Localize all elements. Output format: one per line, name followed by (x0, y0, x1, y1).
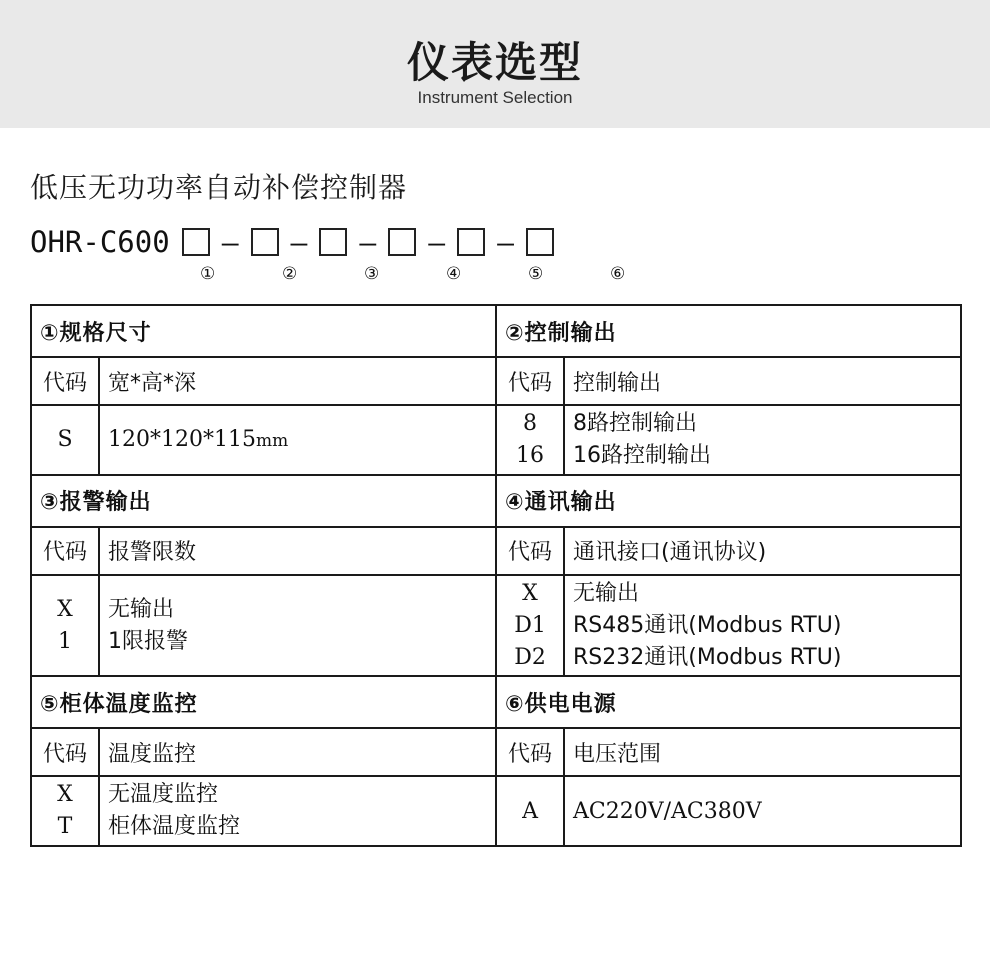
model-slot-6 (526, 228, 554, 256)
value-5-group (99, 776, 496, 846)
code-4-1: X (522, 580, 538, 606)
value-6-1: AC220V/AC380V (564, 776, 961, 846)
model-dash-5: – (497, 225, 514, 259)
table-row (31, 357, 961, 405)
model-marker-4: ④ (446, 264, 462, 284)
model-slot-2 (251, 228, 279, 256)
col-header-value-4: 通讯接口(通讯协议) (564, 527, 961, 575)
code-5-1: X (57, 782, 73, 808)
section-title-4: ④通讯输出 (496, 475, 961, 527)
model-marker-2: ② (282, 264, 298, 284)
code-2-group (496, 405, 564, 475)
code-6-1: A (496, 776, 564, 846)
col-header-code-4: 代码 (496, 527, 564, 575)
col-header-value-6: 电压范围 (564, 728, 961, 776)
model-marker-3: ③ (364, 264, 380, 284)
model-slot-5 (457, 228, 485, 256)
model-dash-1: – (221, 225, 239, 259)
model-marker-1: ① (200, 264, 216, 284)
code-2-2: 16 (516, 442, 545, 468)
code-3-2: 1 (58, 628, 72, 654)
table-row (31, 676, 961, 728)
code-3-group (31, 575, 99, 677)
code-5-group (31, 776, 99, 846)
section-title-6: ⑥供电电源 (496, 676, 961, 728)
table-row (31, 776, 961, 846)
col-header-code-1: 代码 (31, 357, 99, 405)
specification-table (30, 304, 962, 847)
model-prefix: OHR-C600 (30, 225, 170, 259)
model-code-row (30, 222, 960, 262)
table-row (31, 575, 961, 677)
model-dash-2: – (290, 225, 308, 259)
code-5-2: T (57, 814, 73, 840)
value-5-2: 柜体温度监控 (108, 814, 241, 840)
table-row (31, 405, 961, 475)
value-2-1: 8路控制输出 (573, 411, 698, 436)
code-4-3: D2 (514, 644, 546, 670)
code-1-1: S (31, 405, 99, 475)
table-row (31, 728, 961, 776)
page-subtitle: Instrument Selection (417, 88, 573, 107)
section-title-1: ①规格尺寸 (31, 305, 496, 357)
table-row (31, 305, 961, 357)
product-name: 低压无功功率自动补偿控制器 (30, 171, 408, 204)
value-5-1: 无温度监控 (108, 782, 219, 808)
model-slot-3 (319, 228, 347, 256)
model-slot-1 (182, 228, 210, 256)
code-4-group (496, 575, 564, 677)
col-header-code-5: 代码 (31, 728, 99, 776)
section-title-3: ③报警输出 (31, 475, 496, 527)
model-marker-5: ⑤ (528, 264, 544, 284)
value-4-3: RS232通讯(Modbus RTU) (573, 644, 842, 670)
col-header-code-2: 代码 (496, 357, 564, 405)
value-4-group (564, 575, 961, 677)
value-4-2: RS485通讯(Modbus RTU) (573, 612, 842, 638)
model-dash-4: – (428, 225, 446, 259)
value-1-1 (99, 405, 496, 475)
value-1-1-unit: mm (255, 431, 289, 452)
code-4-2: D1 (514, 612, 546, 638)
table-row (31, 527, 961, 575)
model-marker-6: ⑥ (610, 264, 626, 284)
col-header-code-6: 代码 (496, 728, 564, 776)
code-3-1: X (57, 596, 73, 622)
col-header-value-3: 报警限数 (99, 527, 496, 575)
table-row (31, 475, 961, 527)
value-3-2: 1限报警 (108, 628, 188, 654)
col-header-value-1: 宽*高*深 (99, 357, 496, 405)
model-dash-3: – (359, 225, 377, 259)
page-banner (0, 0, 990, 128)
model-marker-row (30, 264, 960, 290)
page-title: 仪表选型 (406, 38, 583, 87)
content-area (0, 166, 990, 847)
code-2-1: 8 (523, 411, 538, 436)
value-4-1: 无输出 (573, 580, 640, 606)
section-title-2: ②控制输出 (496, 305, 961, 357)
col-header-value-5: 温度监控 (99, 728, 496, 776)
value-1-1-text: 120*120*115 (108, 427, 256, 453)
value-2-2: 16路控制输出 (573, 442, 712, 468)
value-2-group (564, 405, 961, 475)
model-slot-4 (388, 228, 416, 256)
value-3-group (99, 575, 496, 677)
col-header-value-2: 控制输出 (564, 357, 961, 405)
value-3-1: 无输出 (108, 596, 175, 622)
col-header-code-3: 代码 (31, 527, 99, 575)
section-title-5: ⑤柜体温度监控 (31, 676, 496, 728)
